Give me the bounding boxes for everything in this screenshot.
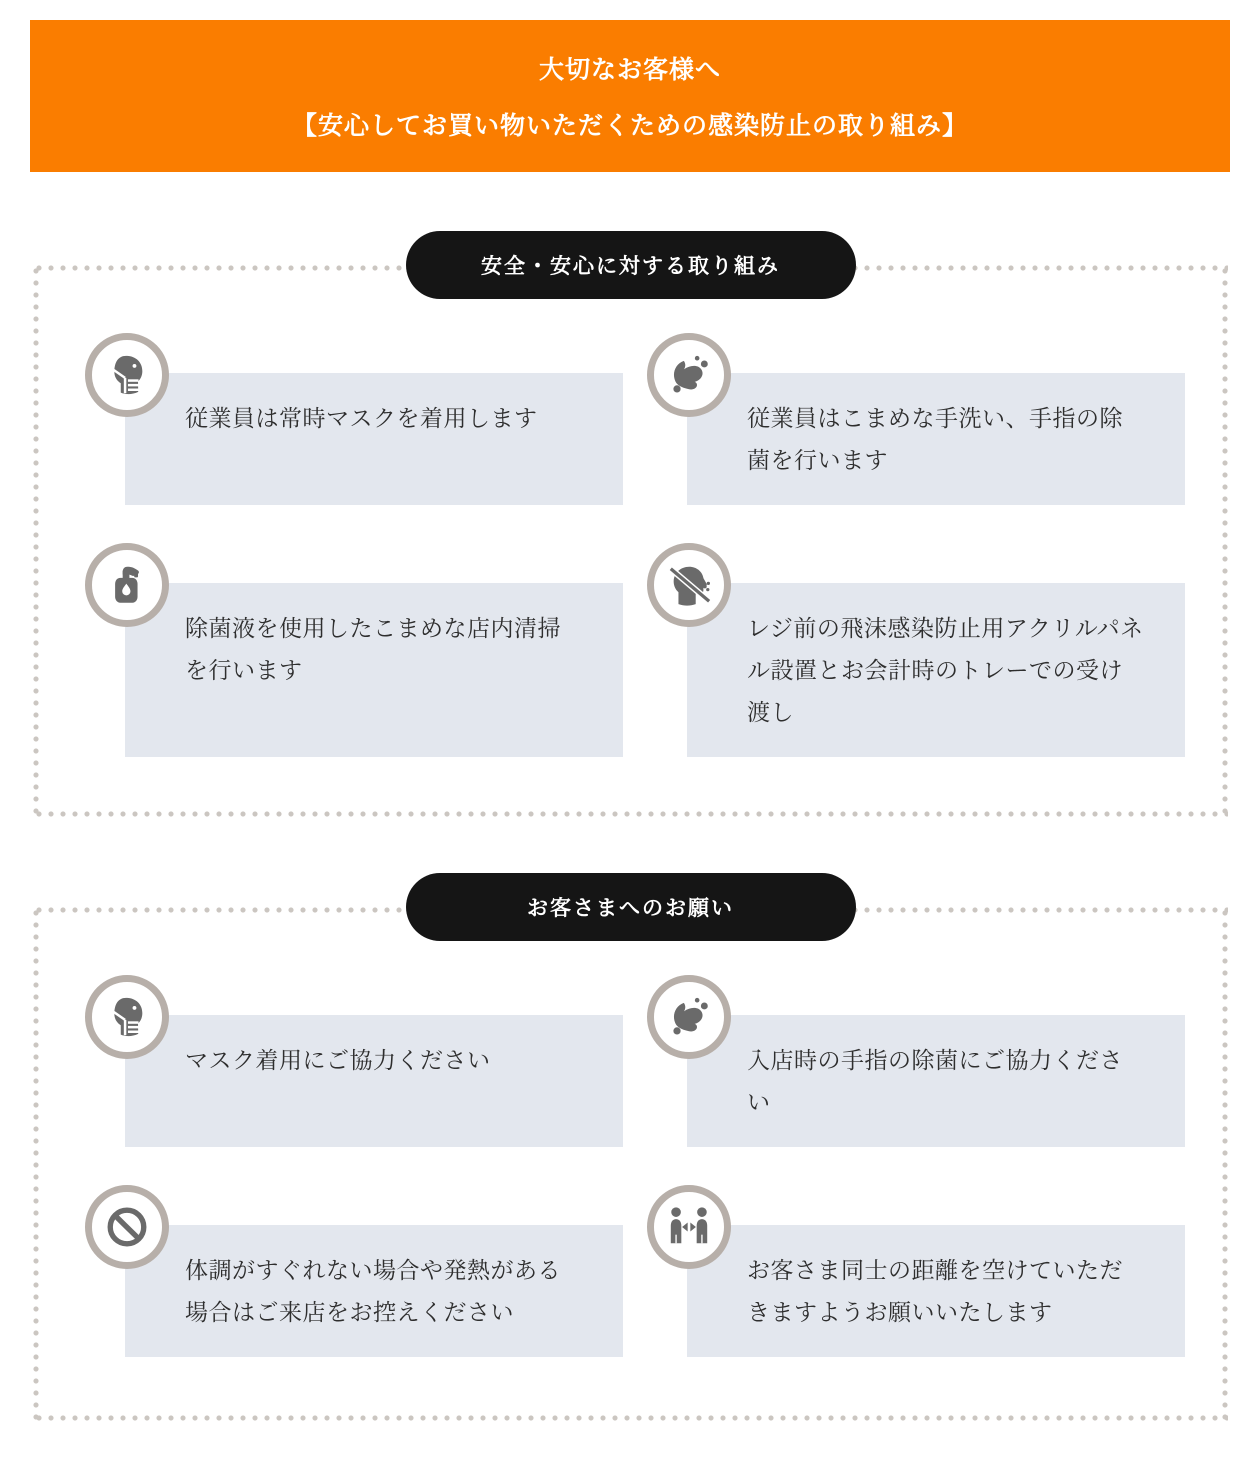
mask-face-icon [85, 975, 169, 1059]
header-title-line1: 大切なお客様へ [538, 56, 721, 84]
info-card-text: 従業員は常時マスクを着用します [185, 405, 538, 431]
info-card-text: 体調がすぐれない場合や発熱がある場合はご来店をお控えください [185, 1257, 561, 1325]
sanitizer-bottle-icon [85, 543, 169, 627]
items-grid [125, 1015, 1185, 1357]
social-distance-icon [647, 1185, 731, 1269]
info-card [687, 373, 1185, 505]
header-title-line2: 【安心してお買い物いただくための感染防止の取り組み】 [291, 112, 968, 140]
info-card [687, 583, 1185, 757]
info-card-text: レジ前の飛沫感染防止用アクリルパネル設置とお会計時のトレーでの受け渡し [747, 615, 1144, 725]
info-card-text: 入店時の手指の除菌にご協力ください [747, 1047, 1123, 1115]
info-card [125, 1225, 623, 1357]
info-card-text: 従業員はこまめな手洗い、手指の除菌を行います [747, 405, 1123, 473]
droplet-block-icon [647, 543, 731, 627]
section-customer-requests [33, 897, 1228, 1421]
info-card [687, 1225, 1185, 1357]
page [0, 20, 1260, 1421]
mask-face-icon [85, 333, 169, 417]
no-entry-icon [85, 1185, 169, 1269]
section-safety-measures [33, 255, 1228, 817]
header-banner [30, 20, 1230, 172]
info-card [125, 373, 623, 505]
info-card-text: マスク着用にご協力ください [185, 1047, 491, 1073]
hand-wash-icon [647, 975, 731, 1059]
info-card [687, 1015, 1185, 1147]
section-badge: 安全・安心に対する取り組み [406, 231, 856, 299]
section-badge: お客さまへのお願い [406, 873, 856, 941]
info-card [125, 1015, 623, 1147]
hand-wash-icon [647, 333, 731, 417]
info-card [125, 583, 623, 757]
items-grid [125, 373, 1185, 757]
info-card-text: お客さま同士の距離を空けていただきますようお願いいたします [747, 1257, 1123, 1325]
info-card-text: 除菌液を使用したこまめな店内清掃を行います [185, 615, 561, 683]
